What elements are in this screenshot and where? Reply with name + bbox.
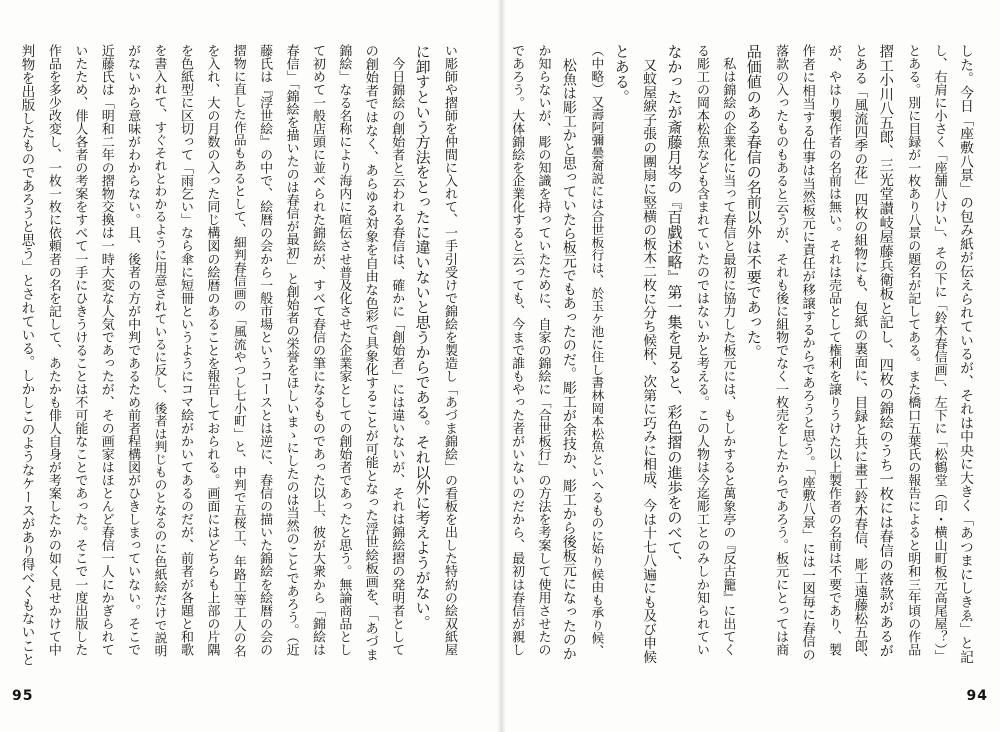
text-line: 判物を出版したものであろうと思う」とされている。しかしこのようなケースがあり得べくもないこと xyxy=(18,44,35,666)
page-left xyxy=(0,0,498,732)
text-line: し、右肩に小さく「座舗八けい」、その下に「鈴木春信画」、左下に「松鶴堂（印・横山町板元高尾屋？）」 xyxy=(931,44,947,663)
text-line: 落款の入ったものもあると云うが、それも後に組物でなく一枚売をしたからであろう。板元にとっては商 xyxy=(773,44,789,656)
text-line: て初めて一般店頭に並べられた錦絵が、すべて春信の筆になるものであった以上、彼が大衆から「錦絵は xyxy=(309,44,325,656)
page-left-body-text xyxy=(18,44,462,666)
text-line: 品価値のある春信の名前以外は不要であった。 xyxy=(744,44,763,360)
book-gutter xyxy=(497,0,506,732)
text-line: を書入れて、すぐそれとわかるように用意されているに反し、後者は判じものとなるのに色紙絵だけで説明 xyxy=(151,44,167,657)
text-line: 摺工小川八五郎、三光堂讃岐屋藤兵衛板と記し、四枚の錦絵のうち一枚には春信の落款があるが xyxy=(877,44,894,658)
text-line: い彫師や摺師を仲間に入れて、一手引受けで錦絵を製造し「あづま錦絵」の看板を出した特約の絵双紙屋 xyxy=(442,44,457,656)
page-right-body-text xyxy=(509,44,978,666)
text-line: 春信」「錦絵を描いたのは春信が最初」と創始者の栄誉をほしいまゝにしたのは当然のことであろう。（近 xyxy=(283,44,299,656)
text-line: とある。別に目録が一枚あり八景の題名が記してある。また橋口五葉氏の報告によると明和三年頃の作品 xyxy=(905,44,921,656)
text-line: 又蚊屋綟子張の團扇に竪横の板木二枚に分ち候杯、次第に巧みに相成、今は十七八遍にも及び申候 xyxy=(640,44,657,664)
text-line: 摺物に直した作品もあるとして、細判春信画の「風流やつし七小町」と、中判で五桜工、年路工等工人の名 xyxy=(230,44,246,657)
text-line: なかったが斎藤月岑の『百戯述略』第一集を見ると、彩色摺の進歩をのべて、 xyxy=(665,44,684,570)
text-line: 今日錦絵の創始者と云われる春信は、確かに「創始者」には違いないが、それは錦絵摺の発明者として xyxy=(389,44,405,656)
text-line: であろう。大体錦絵を企業化すると云っても、今まで誰もやった者がいないのだから、最初は春信が親し xyxy=(509,44,525,656)
text-line: 錦絵」なる名称により海内に喧伝させ普及化させた企業家としての創始者であったと思う。無論商品とし xyxy=(336,44,352,656)
text-line: が、やはり製作者の名前は無い。それは売品として権利を譲りうけた以上製作者の名前は不要であり、製 xyxy=(825,44,841,656)
text-line: とある「風流四季の花」四枚の組物にも、包紙の裏面に、目録と共に畫工鈴木春信、彫工遠藤松五郎、 xyxy=(851,44,868,666)
text-line: 近藤氏は「明和二年の摺物交換は一時大変な人気であったが、その画家はほとんど春信一人にかぎられて xyxy=(98,44,114,656)
text-line: がないから意味がわからない。且、後者の方が中判であるため前者程構図がひきしまっていない。そこで xyxy=(125,44,141,656)
text-line: る彫工の岡本松魚なども含まれていたのではないかと考える。この人物は今迄彫工とのみしか知られてい xyxy=(693,44,709,656)
text-line: した。今日「座敷八景」の包み紙が伝えられているが、それは中央に大きく「あつまにしきゑ」と記 xyxy=(957,44,973,664)
text-line: いたため、俳人各者の考案をすべて一手にひきうけることは不可能なことであった。そこで一度出版した xyxy=(72,44,88,656)
text-line: （中略）又壽阿彌曇奝説には合世板行は、於玉ケ池に住し書林岡本松魚といへるものに始り候由も承り候、 xyxy=(588,44,604,657)
text-line: を色紙型に区切って「雨乞い」なら傘に短冊というようにコマ絵がかいてあるのだが、前者が各題と和歌 xyxy=(177,44,193,656)
text-line: 作品を多少改変し、一枚一枚に依頼者の名を記して、あたかも俳人自身が考案したかの如く見せかけて中 xyxy=(45,44,61,656)
page-right xyxy=(505,0,1000,732)
text-line: 作者に相当する仕事は当然板元に責任が移譲するからであろうと思う。「座敷八景」には一図毎に春信の xyxy=(799,44,815,662)
text-line: 藤氏は『浮世絵』の中で、絵暦の会から一般市場というコースとは逆に、春信の描いた錦絵を絵暦の会の xyxy=(257,44,273,656)
text-line: か知らないが、彫の知識を持っていたために、自家の錦絵に「合世板行」の方法を考案して使用させたの xyxy=(535,44,551,656)
text-line: 私は錦絵の企業化に当って春信と最初に協力した板元には、もしかすると萬象亭の『反古籠』に出てく xyxy=(720,44,736,656)
text-line: とある。 xyxy=(612,44,631,105)
text-line: に卸すという方法をとったに違いないと思うからである。それ以外に考えようがない。 xyxy=(413,44,432,630)
text-line: 松魚は彫工かと思っていたら板元でもあったのだ。彫工が余技か、彫工から後板元になったのか xyxy=(560,44,577,661)
page-number-right: 94 xyxy=(966,688,988,704)
text-line: を入れ、大の月数の入った同じ構図の絵暦のあることを報告しておられる。画面にはどちらも上部の片隅 xyxy=(204,44,220,656)
page-number-left: 95 xyxy=(12,688,34,704)
text-line: の創始者ではなく、あらゆる対象を自由な色彩で具象化することが可能となった浮世絵板画を、「あづま xyxy=(362,44,378,662)
